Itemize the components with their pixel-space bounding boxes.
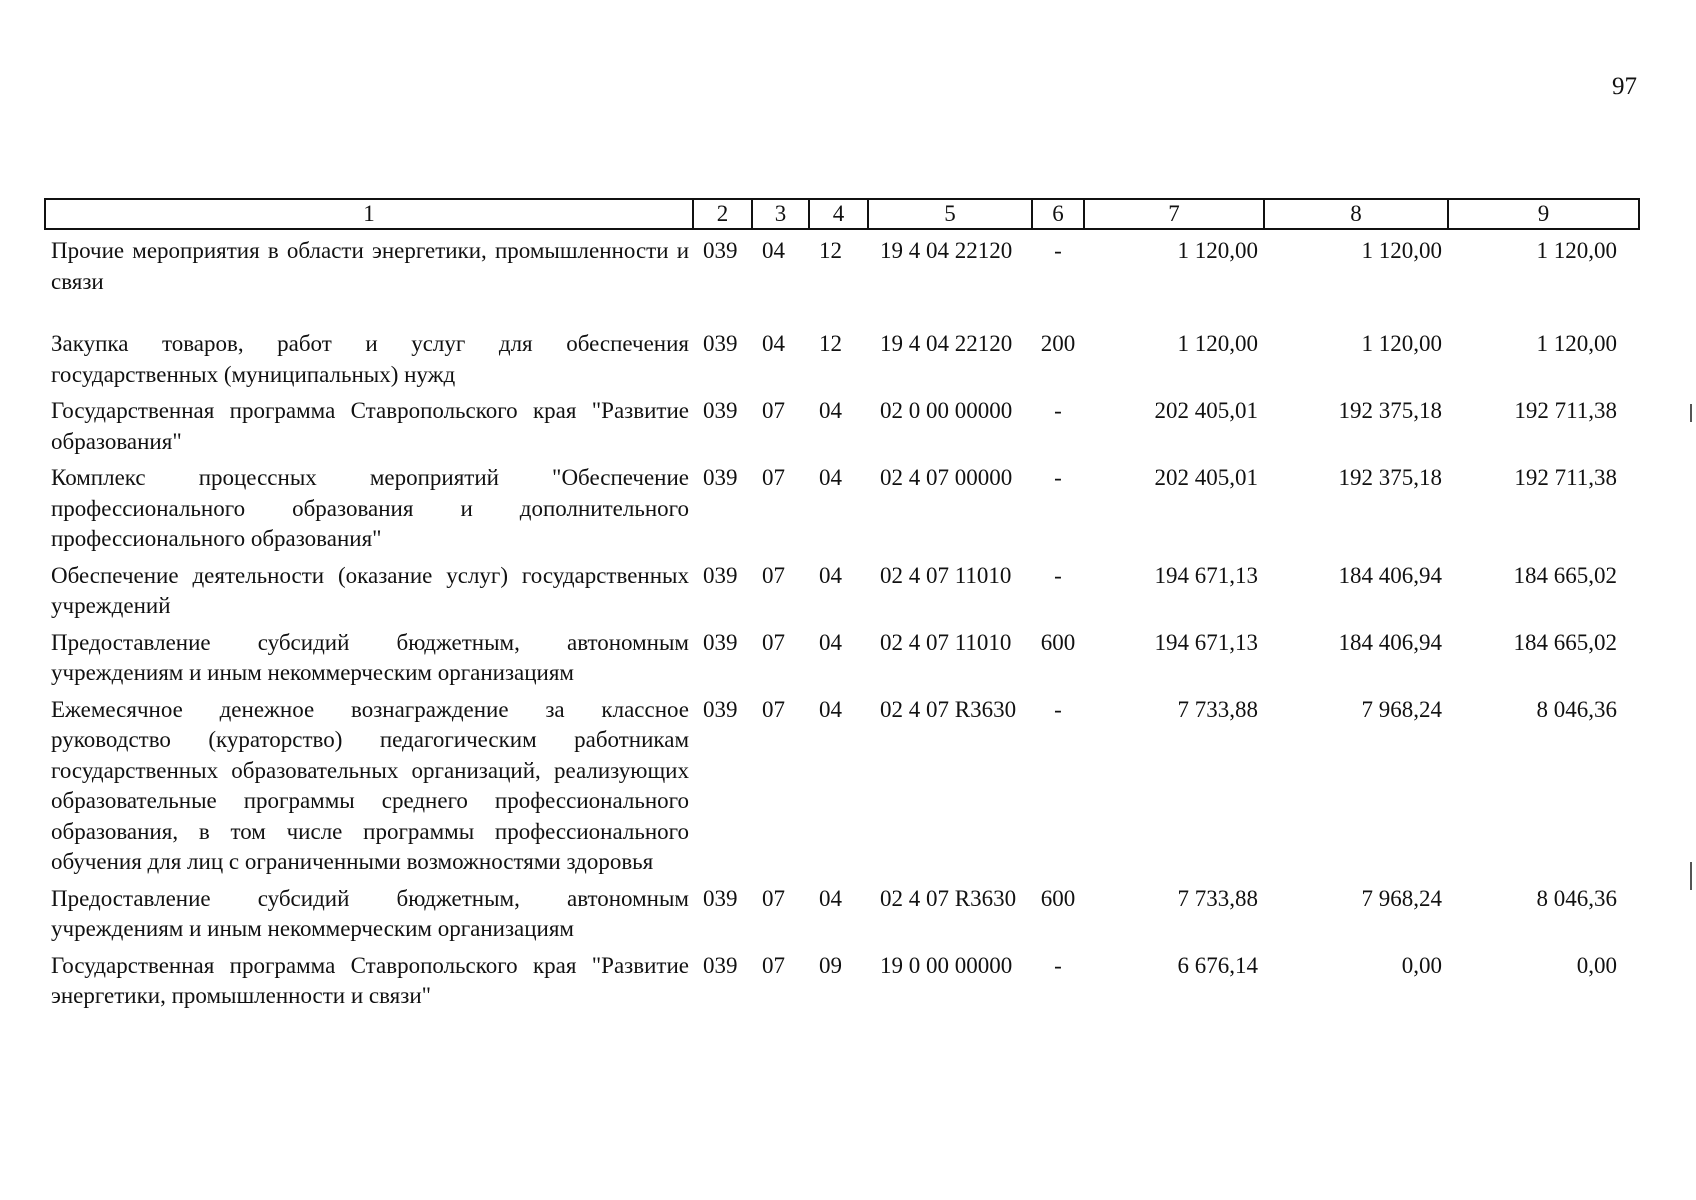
row-subsection: 09	[819, 952, 842, 978]
budget-table	[44, 198, 1640, 1012]
row-subsection: 04	[819, 629, 842, 655]
row-target-item: 19 0 00 00000	[880, 952, 1013, 978]
header-cell-5: 5	[868, 199, 1032, 229]
row-amount-year3: 1 120,00	[1536, 238, 1617, 263]
row-grbs: 039	[703, 331, 738, 356]
row-section: 07	[762, 398, 785, 423]
header-cell-3: 3	[752, 199, 809, 229]
row-section: 07	[762, 465, 785, 490]
header-cell-7: 7	[1084, 199, 1264, 229]
page-number: 97	[1612, 73, 1637, 100]
row-subsection: 04	[819, 398, 842, 423]
header-cell-8: 8	[1264, 199, 1448, 229]
row-expense-type: 600	[1040, 629, 1076, 655]
row-expense-type: 200	[1040, 331, 1076, 356]
row-expense-type: -	[1054, 465, 1062, 490]
table-row	[45, 457, 1639, 555]
row-amount-year2: 184 406,94	[1338, 629, 1442, 655]
row-section: 07	[762, 952, 785, 978]
row-subsection: 04	[819, 562, 842, 588]
row-subsection: 12	[819, 331, 842, 356]
row-section: 07	[762, 629, 785, 655]
row-amount-year2: 184 406,94	[1338, 562, 1442, 588]
row-amount-year2: 7 968,24	[1361, 885, 1442, 911]
row-expense-type: -	[1054, 562, 1062, 588]
row-grbs: 039	[703, 629, 738, 655]
row-section: 07	[762, 562, 785, 588]
row-amount-year1: 194 671,13	[1154, 562, 1258, 588]
row-expense-type: -	[1054, 238, 1062, 263]
row-name: Прочие мероприятия в области энергетики, промышленности и связи	[51, 238, 689, 294]
header-cell-9: 9	[1448, 199, 1639, 229]
row-expense-type: -	[1054, 696, 1062, 722]
table-row	[45, 323, 1639, 390]
table-row	[45, 229, 1639, 323]
row-name: Предоставление субсидий бюджетным, автономным учреждениям и иным некоммерческим организациям	[51, 629, 689, 685]
row-grbs: 039	[703, 696, 738, 722]
row-amount-year2: 7 968,24	[1361, 696, 1442, 722]
table-row	[45, 390, 1639, 457]
row-amount-year1: 6 676,14	[1177, 952, 1258, 978]
row-section: 04	[762, 238, 785, 263]
row-target-item: 02 4 07 R3630	[880, 885, 1017, 911]
scan-margin-mark	[1690, 404, 1692, 422]
row-name: Государственная программа Ставропольского края "Развитие энергетики, промышленности и связи"	[51, 952, 689, 1008]
row-amount-year1: 7 733,88	[1177, 885, 1258, 911]
row-amount-year3: 184 665,02	[1513, 562, 1617, 588]
row-amount-year2: 1 120,00	[1361, 238, 1442, 263]
row-amount-year2: 192 375,18	[1338, 465, 1442, 490]
table-row	[45, 622, 1639, 689]
row-amount-year1: 7 733,88	[1177, 696, 1258, 722]
row-amount-year1: 1 120,00	[1177, 331, 1258, 356]
row-section: 04	[762, 331, 785, 356]
row-name: Обеспечение деятельности (оказание услуг) государственных учреждений	[51, 562, 689, 618]
row-subsection: 04	[819, 696, 842, 722]
row-target-item: 19 4 04 22120	[880, 331, 1013, 356]
table-row	[45, 689, 1639, 878]
table-row	[45, 878, 1639, 945]
row-target-item: 02 4 07 11010	[880, 562, 1012, 588]
row-amount-year3: 184 665,02	[1513, 629, 1617, 655]
table-row	[45, 945, 1639, 1012]
row-subsection: 04	[819, 885, 842, 911]
row-grbs: 039	[703, 885, 738, 911]
row-name: Ежемесячное денежное вознаграждение за классное руководство (кураторство) педагогическим работникам государственных образовательных организаций, реализующих образовательные программы среднего профессионального образования, в том числе программы профессионального обучения для лиц с ограниченными возможностями здоровья	[51, 696, 689, 874]
row-grbs: 039	[703, 465, 738, 490]
header-cell-1: 1	[45, 199, 693, 229]
row-name: Государственная программа Ставропольского края "Развитие образования"	[51, 398, 689, 454]
scan-margin-mark	[1690, 862, 1692, 890]
header-cell-2: 2	[693, 199, 752, 229]
row-grbs: 039	[703, 238, 738, 263]
row-target-item: 02 4 07 00000	[880, 465, 1013, 490]
row-amount-year1: 202 405,01	[1154, 398, 1258, 423]
row-amount-year3: 192 711,38	[1514, 465, 1617, 490]
row-amount-year2: 1 120,00	[1361, 331, 1442, 356]
row-target-item: 02 0 00 00000	[880, 398, 1013, 423]
header-cell-4: 4	[809, 199, 868, 229]
row-amount-year3: 8 046,36	[1536, 696, 1617, 722]
row-grbs: 039	[703, 562, 738, 588]
row-amount-year3: 8 046,36	[1536, 885, 1617, 911]
row-subsection: 04	[819, 465, 842, 490]
table-row	[45, 555, 1639, 622]
row-target-item: 02 4 07 R3630	[880, 696, 1017, 722]
row-subsection: 12	[819, 238, 842, 263]
header-cell-6: 6	[1032, 199, 1084, 229]
row-expense-type: -	[1054, 398, 1062, 423]
table-body	[45, 229, 1639, 1012]
row-amount-year1: 1 120,00	[1177, 238, 1258, 263]
row-grbs: 039	[703, 952, 738, 978]
row-amount-year2: 0,00	[1401, 952, 1442, 978]
row-name: Закупка товаров, работ и услуг для обеспечения государственных (муниципальных) нужд	[51, 331, 689, 387]
row-section: 07	[762, 885, 785, 911]
table-header	[45, 199, 1639, 229]
row-amount-year3: 192 711,38	[1514, 398, 1617, 423]
row-section: 07	[762, 696, 785, 722]
row-expense-type: 600	[1040, 885, 1076, 911]
row-name: Предоставление субсидий бюджетным, автономным учреждениям и иным некоммерческим организациям	[51, 885, 689, 941]
row-target-item: 19 4 04 22120	[880, 238, 1013, 263]
row-amount-year2: 192 375,18	[1338, 398, 1442, 423]
row-amount-year1: 202 405,01	[1154, 465, 1258, 490]
row-amount-year1: 194 671,13	[1154, 629, 1258, 655]
row-name: Комплекс процессных мероприятий "Обеспечение профессионального образования и дополнительного профессионального образования"	[51, 465, 689, 551]
row-expense-type: -	[1054, 952, 1062, 978]
row-grbs: 039	[703, 398, 738, 423]
row-target-item: 02 4 07 11010	[880, 629, 1012, 655]
row-amount-year3: 0,00	[1576, 952, 1617, 978]
header-row	[45, 199, 1639, 229]
row-amount-year3: 1 120,00	[1536, 331, 1617, 356]
